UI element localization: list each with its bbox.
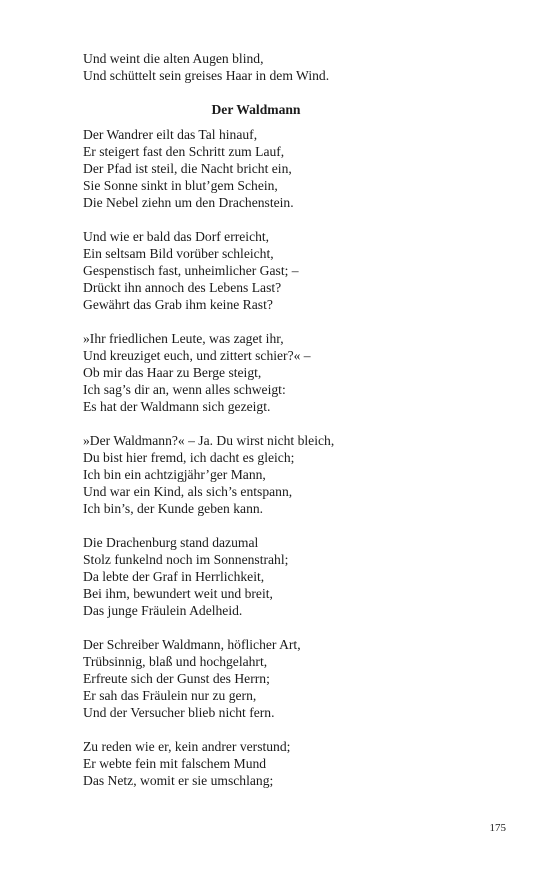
stanza-3: [83, 330, 513, 415]
verse-line: Ich sag’s dir an, wenn alles schweigt:: [83, 382, 286, 397]
verse-line: Und der Versucher blieb nicht fern.: [83, 705, 275, 720]
verse-line: Ich bin’s, der Kunde geben kann.: [83, 501, 264, 516]
verse-line: Zu reden wie er, kein andrer verstund;: [83, 739, 291, 754]
verse-line: Ein seltsam Bild vorüber schleicht,: [83, 246, 274, 261]
stanza-7: [83, 738, 513, 789]
verse-line: »Der Waldmann?« – Ja. Du wirst nicht bleich,: [83, 433, 335, 448]
verse-line: Gewährt das Grab ihm keine Rast?: [83, 297, 273, 312]
page-body: [83, 50, 513, 806]
verse-line: Sie Sonne sinkt in blut’gem Schein,: [83, 178, 278, 193]
verse-line: Drückt ihn annoch des Lebens Last?: [83, 280, 282, 295]
stanza-6: [83, 636, 513, 721]
verse-line: Die Nebel ziehn um den Drachenstein.: [83, 195, 294, 210]
verse-line: Bei ihm, bewundert weit und breit,: [83, 586, 273, 601]
verse-line: Du bist hier fremd, ich dacht es gleich;: [83, 450, 295, 465]
verse-line: Die Drachenburg stand dazumal: [83, 535, 259, 550]
verse-line: Der Wandrer eilt das Tal hinauf,: [83, 127, 258, 142]
verse-line: Und kreuziget euch, und zittert schier?« –: [83, 348, 311, 363]
poem-title: Der Waldmann: [211, 102, 301, 117]
verse-line: Da lebte der Graf in Herrlichkeit,: [83, 569, 265, 584]
verse-line: »Ihr friedlichen Leute, was zaget ihr,: [83, 331, 284, 346]
verse-line: Stolz funkelnd noch im Sonnenstrahl;: [83, 552, 289, 567]
verse-line: Und war ein Kind, als sich’s entspann,: [83, 484, 293, 499]
stanza-2: [83, 228, 513, 313]
stanza-4: [83, 432, 513, 517]
verse-line: Ob mir das Haar zu Berge steigt,: [83, 365, 262, 380]
verse-line: Er webte fein mit falschem Mund: [83, 756, 267, 771]
verse-line: Ich bin ein achtzigjähr’ger Mann,: [83, 467, 266, 482]
verse-line: Und schüttelt sein greises Haar in dem Wind.: [83, 68, 330, 83]
page-number: 175: [489, 822, 506, 834]
stanza-5: [83, 534, 513, 619]
verse-line: Erfreute sich der Gunst des Herrn;: [83, 671, 270, 686]
verse-line: Der Pfad ist steil, die Nacht bricht ein,: [83, 161, 292, 176]
verse-line: Und wie er bald das Dorf erreicht,: [83, 229, 270, 244]
stanza-1: [83, 126, 513, 211]
verse-line: Gespenstisch fast, unheimlicher Gast; –: [83, 263, 299, 278]
verse-line: Das Netz, womit er sie umschlang;: [83, 773, 274, 788]
verse-line: Trübsinnig, blaß und hochgelahrt,: [83, 654, 268, 669]
verse-line: Er sah das Fräulein nur zu gern,: [83, 688, 257, 703]
verse-line: Und weint die alten Augen blind,: [83, 51, 264, 66]
intro-stanza: [83, 50, 513, 84]
verse-line: Es hat der Waldmann sich gezeigt.: [83, 399, 271, 414]
verse-line: Er steigert fast den Schritt zum Lauf,: [83, 144, 285, 159]
verse-line: Das junge Fräulein Adelheid.: [83, 603, 243, 618]
verse-line: Der Schreiber Waldmann, höflicher Art,: [83, 637, 301, 652]
